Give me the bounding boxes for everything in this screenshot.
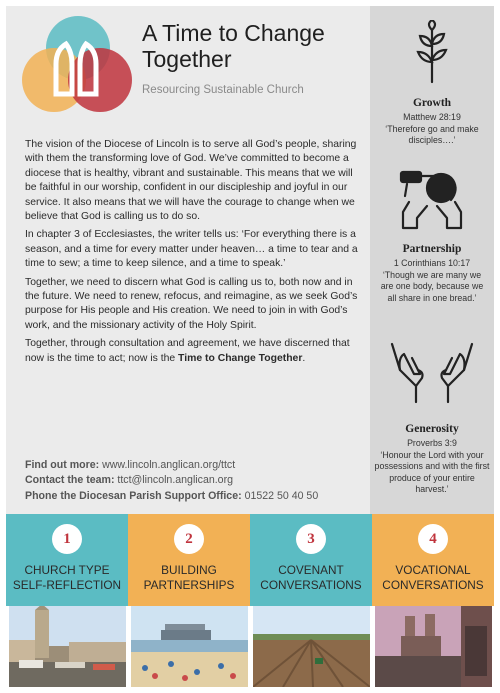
contact-team [25, 473, 365, 488]
step-label-line-1: CHURCH TYPE [24, 563, 110, 577]
field-tractor-illustration [253, 606, 370, 687]
plant-icon [412, 20, 452, 84]
generosity-reference: Proverbs 3:9 [407, 438, 457, 448]
generosity-heading: Generosity [405, 423, 459, 435]
step-3 [250, 514, 372, 606]
contact-block [25, 458, 365, 504]
contact-team-label: Contact the team: [25, 474, 115, 487]
contact-team-email[interactable]: ttct@lincoln.anglican.org [114, 474, 233, 487]
partnership-quote: ‘Though we are many we are one body, because we all share in one bread.’ [380, 269, 484, 303]
seaside-pier-illustration [131, 606, 248, 687]
step-label-line-1: BUILDING [161, 563, 217, 577]
title-line-2: Together [142, 46, 232, 72]
handshake-icon [397, 166, 467, 232]
photo-cathedral [375, 606, 492, 687]
photo-seaside-pier [131, 606, 248, 687]
step-label-line-2: CONVERSATIONS [260, 578, 362, 592]
paragraph-time-to-act [25, 337, 363, 366]
title-line-1: A Time to Change [142, 20, 325, 46]
contact-more [25, 458, 365, 473]
growth-heading: Growth [412, 97, 452, 109]
step-label-line-2: PARTNERSHIPS [143, 578, 235, 592]
values-sidebar [370, 6, 494, 514]
paragraph-ecclesiastes: In chapter 3 of Ecclesiastes, the writer tells us: ‘For everything there is a season, and a time for every matter under heaven… a time to tear and a time to sew; a time to keep silence, and a time to speak.’ [25, 229, 358, 270]
market-church-illustration [9, 606, 126, 687]
paragraph-time-to-act-text: Together, through consultation and agreement, we have discerned that now is the time to act; now is the [25, 338, 350, 364]
step-label [128, 563, 250, 593]
steps-band [6, 514, 494, 606]
step-number: 3 [296, 524, 326, 554]
generosity-block [370, 340, 494, 496]
step-label-line-2: SELF-REFLECTION [12, 578, 122, 592]
step-label-line-1: VOCATIONAL [395, 563, 471, 577]
contact-more-link[interactable]: www.lincoln.anglican.org/ttct [99, 459, 236, 471]
step-2 [128, 514, 250, 606]
contact-phone [25, 489, 365, 504]
step-1 [6, 514, 128, 606]
step-label [372, 563, 494, 593]
photo-market-square [9, 606, 126, 687]
body-text [25, 138, 363, 370]
growth-reference: Matthew 28:19 [403, 112, 461, 122]
page-title [142, 20, 325, 72]
paragraph-discern: Together, we need to discern what God is calling us to, both now and in the future. We need to renew, refocus, and reimagine, as we seek God’s purpose for His people and His creation. We need to join in with God’s work, and the missionary activity of the Holy Spirit. [25, 276, 358, 331]
partnership-reference: 1 Corinthians 10:17 [393, 258, 471, 268]
open-hands-icon [388, 340, 476, 404]
diocese-logo [20, 12, 132, 116]
cathedral-illustration [375, 606, 492, 687]
step-number: 2 [174, 524, 204, 554]
time-to-change-emphasis: Time to Change Together [178, 352, 303, 364]
generosity-quote: ‘Honour the Lord with your possessions and with the first produce of your entire harvest.’ [374, 449, 490, 495]
partnership-heading: Partnership [402, 243, 462, 255]
step-label [6, 563, 128, 593]
step-label [250, 563, 372, 593]
step-number: 1 [52, 524, 82, 554]
step-number: 4 [418, 524, 448, 554]
photo-strip [6, 606, 494, 687]
step-label-line-2: CONVERSATIONS [382, 578, 484, 592]
step-4 [372, 514, 494, 606]
growth-block [370, 20, 494, 147]
photo-ploughed-field [253, 606, 370, 687]
growth-quote: ‘Therefore go and make disciples….’ [385, 123, 479, 146]
leaflet-page [6, 6, 494, 687]
contact-more-label: Find out more: [25, 459, 100, 471]
contact-phone-label: Phone the Diocesan Parish Support Office: [25, 489, 242, 502]
step-label-line-1: COVENANT [278, 563, 344, 577]
paragraph-end: . [302, 352, 306, 364]
contact-phone-number: 01522 50 40 50 [241, 489, 319, 502]
partnership-block [370, 166, 494, 304]
paragraph-vision: The vision of the Diocese of Lincoln is to serve all God’s people, sharing with them the transforming love of God. We’ve committed to become a diocese that is healthy, vibrant and sustainable. This means that we will be faithful in our worship, confident in our discipleship and joyful in our service. It also means that we will have the courage to change when we believe that God is calling us to do so. [25, 139, 357, 223]
page-subtitle: Resourcing Sustainable Church [142, 84, 304, 96]
main-column [6, 6, 370, 514]
